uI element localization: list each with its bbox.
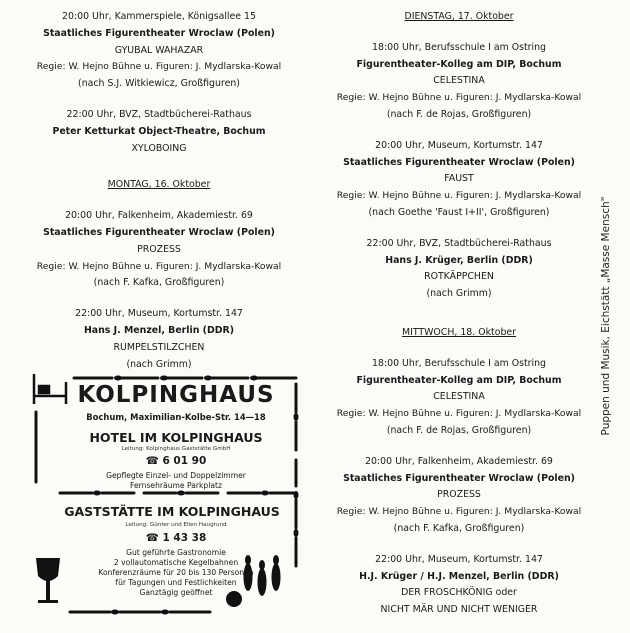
left-column (0, 0, 318, 373)
ad-restaurant-management: Leitung: Günter und Ellen Haugrund (125, 522, 227, 528)
event-company: Peter Ketturkat Object-Theatre, Bochum (52, 125, 266, 137)
ad-restaurant-info (70, 548, 282, 598)
event-company: Staatliches Figurentheater Wroclaw (Polen) (343, 472, 575, 484)
bed-icon (34, 374, 66, 404)
event-note: (nach F. de Rojas, Großfiguren) (386, 424, 532, 436)
event-note: (nach Grimm) (426, 288, 492, 300)
ad-line: 2 vollautomatische Kegelbahnen (113, 558, 239, 567)
ad-address: Bochum, Maximilian-Kolbe-Str. 14—18 (86, 412, 266, 422)
event-title: XYLOBOING (131, 142, 187, 154)
event-title: PROZESS (437, 489, 481, 501)
event-title: FAUST (444, 173, 474, 185)
event-time: 18:00 Uhr, Berufsschule I am Ostring (372, 41, 546, 53)
wine-glass-icon (36, 558, 60, 603)
ad-line: für Tagungen und Festlichkeiten (115, 578, 237, 587)
event-credits: Regie: W. Hejno Bühne u. Figuren: J. Mydlarska-Kowal (36, 260, 282, 272)
event-note: (nach F. Kafka, Großfiguren) (393, 522, 525, 534)
event-company: Figurentheater-Kolleg am DIP, Bochum (356, 374, 562, 386)
event-credits: Regie: W. Hejno Bühne u. Figuren: J. Mydlarska-Kowal (336, 408, 582, 420)
event-time: 20:00 Uhr, Falkenheim, Akademiestr. 69 (65, 210, 253, 222)
event-credits: Regie: W. Hejno Bühne u. Figuren: J. Mydlarska-Kowal (336, 506, 582, 518)
ad-line: Gut geführte Gastronomie (126, 548, 226, 557)
event-title: PROZESS (137, 243, 181, 255)
event-title: DER FROSCHKÖNIG oder (401, 587, 517, 599)
ad-hotel-phone: ☎ 6 01 90 (145, 455, 207, 467)
ad-hotel-info (70, 471, 282, 491)
event-time: 20:00 Uhr, Falkenheim, Akademiestr. 69 (365, 455, 553, 467)
day-heading: MONTAG, 16. Oktober (107, 179, 211, 191)
event-credits: Regie: W. Hejno Bühne u. Figuren: J. Mydlarska-Kowal (336, 190, 582, 202)
day-heading: MITTWOCH, 18. Oktober (401, 326, 517, 338)
event-title: GYUBAL WAHAZAR (114, 44, 204, 56)
event-company: H.J. Krüger / H.J. Menzel, Berlin (DDR) (359, 570, 559, 582)
event-title: RUMPELSTILZCHEN (113, 341, 205, 353)
event-note: (nach F. de Rojas, Großfiguren) (386, 108, 532, 120)
event-company: Staatliches Figurentheater Wroclaw (Polen) (343, 156, 575, 168)
kolpinghaus-advertisement (30, 372, 302, 617)
event-time: 22:00 Uhr, Museum, Kortumstr. 147 (375, 553, 543, 565)
ad-restaurant-heading: GASTSTÄTTE IM KOLPINGHAUS (64, 504, 280, 519)
ad-restaurant-phone: ☎ 1 43 38 (145, 532, 207, 544)
event-title: CELESTINA (433, 75, 485, 87)
event-time: 22:00 Uhr, Museum, Kortumstr. 147 (75, 308, 243, 320)
event-credits: Regie: W. Hejno Bühne u. Figuren: J. Mydlarska-Kowal (336, 92, 582, 104)
event-title-continued: NICHT MÄR UND NICHT WENIGER (380, 604, 538, 616)
event-company: Figurentheater-Kolleg am DIP, Bochum (356, 58, 562, 70)
event-note: (nach Grimm) (126, 358, 192, 370)
event-title: CELESTINA (433, 391, 485, 403)
ad-line: Ganztägig geöffnet (139, 588, 213, 597)
day-heading: DIENSTAG, 17. Oktober (404, 11, 514, 22)
event-company: Hans J. Krüger, Berlin (DDR) (385, 254, 533, 266)
event-note: (nach Goethe 'Faust I+II', Großfiguren) (368, 206, 550, 218)
event-time: 22:00 Uhr, BVZ, Stadtbücherei-Rathaus (366, 237, 552, 249)
ad-name: KOLPINGHAUS (77, 382, 275, 408)
event-time: 22:00 Uhr, BVZ, Stadtbücherei-Rathaus (66, 108, 252, 120)
ad-line: Gepflegte Einzel- und Doppelzimmer (106, 471, 246, 480)
event-company: Hans J. Menzel, Berlin (DDR) (83, 324, 235, 336)
ad-hotel-heading: HOTEL IM KOLPINGHAUS (89, 430, 263, 445)
event-company: Staatliches Figurentheater Wroclaw (Polen) (43, 27, 275, 39)
event-company: Staatliches Figurentheater Wroclaw (Polen) (43, 226, 275, 238)
event-time: 20:00 Uhr, Kammerspiele, Königsallee 15 (62, 11, 256, 22)
event-time: 18:00 Uhr, Berufsschule I am Ostring (372, 357, 546, 369)
right-column (318, 0, 600, 619)
event-note: (nach S.J. Witkiewicz, Großfiguren) (78, 78, 240, 90)
event-time: 20:00 Uhr, Museum, Kortumstr. 147 (375, 139, 543, 151)
side-caption-text: Puppen und Musik, Eichstätt „Masse Mensch" (600, 196, 612, 436)
event-title: ROTKÄPPCHEN (424, 271, 494, 283)
ad-line: Konferenzräume für 20 bis 130 Personen (98, 568, 254, 577)
ad-line: Fernsehräume Parkplatz (130, 481, 222, 490)
event-credits: Regie: W. Hejno Bühne u. Figuren: J. Mydlarska-Kowal (36, 61, 282, 73)
ad-hotel-management: Leitung: Kolpinghaus Gaststätte GmbH (121, 446, 231, 452)
event-note: (nach F. Kafka, Großfiguren) (93, 277, 225, 289)
